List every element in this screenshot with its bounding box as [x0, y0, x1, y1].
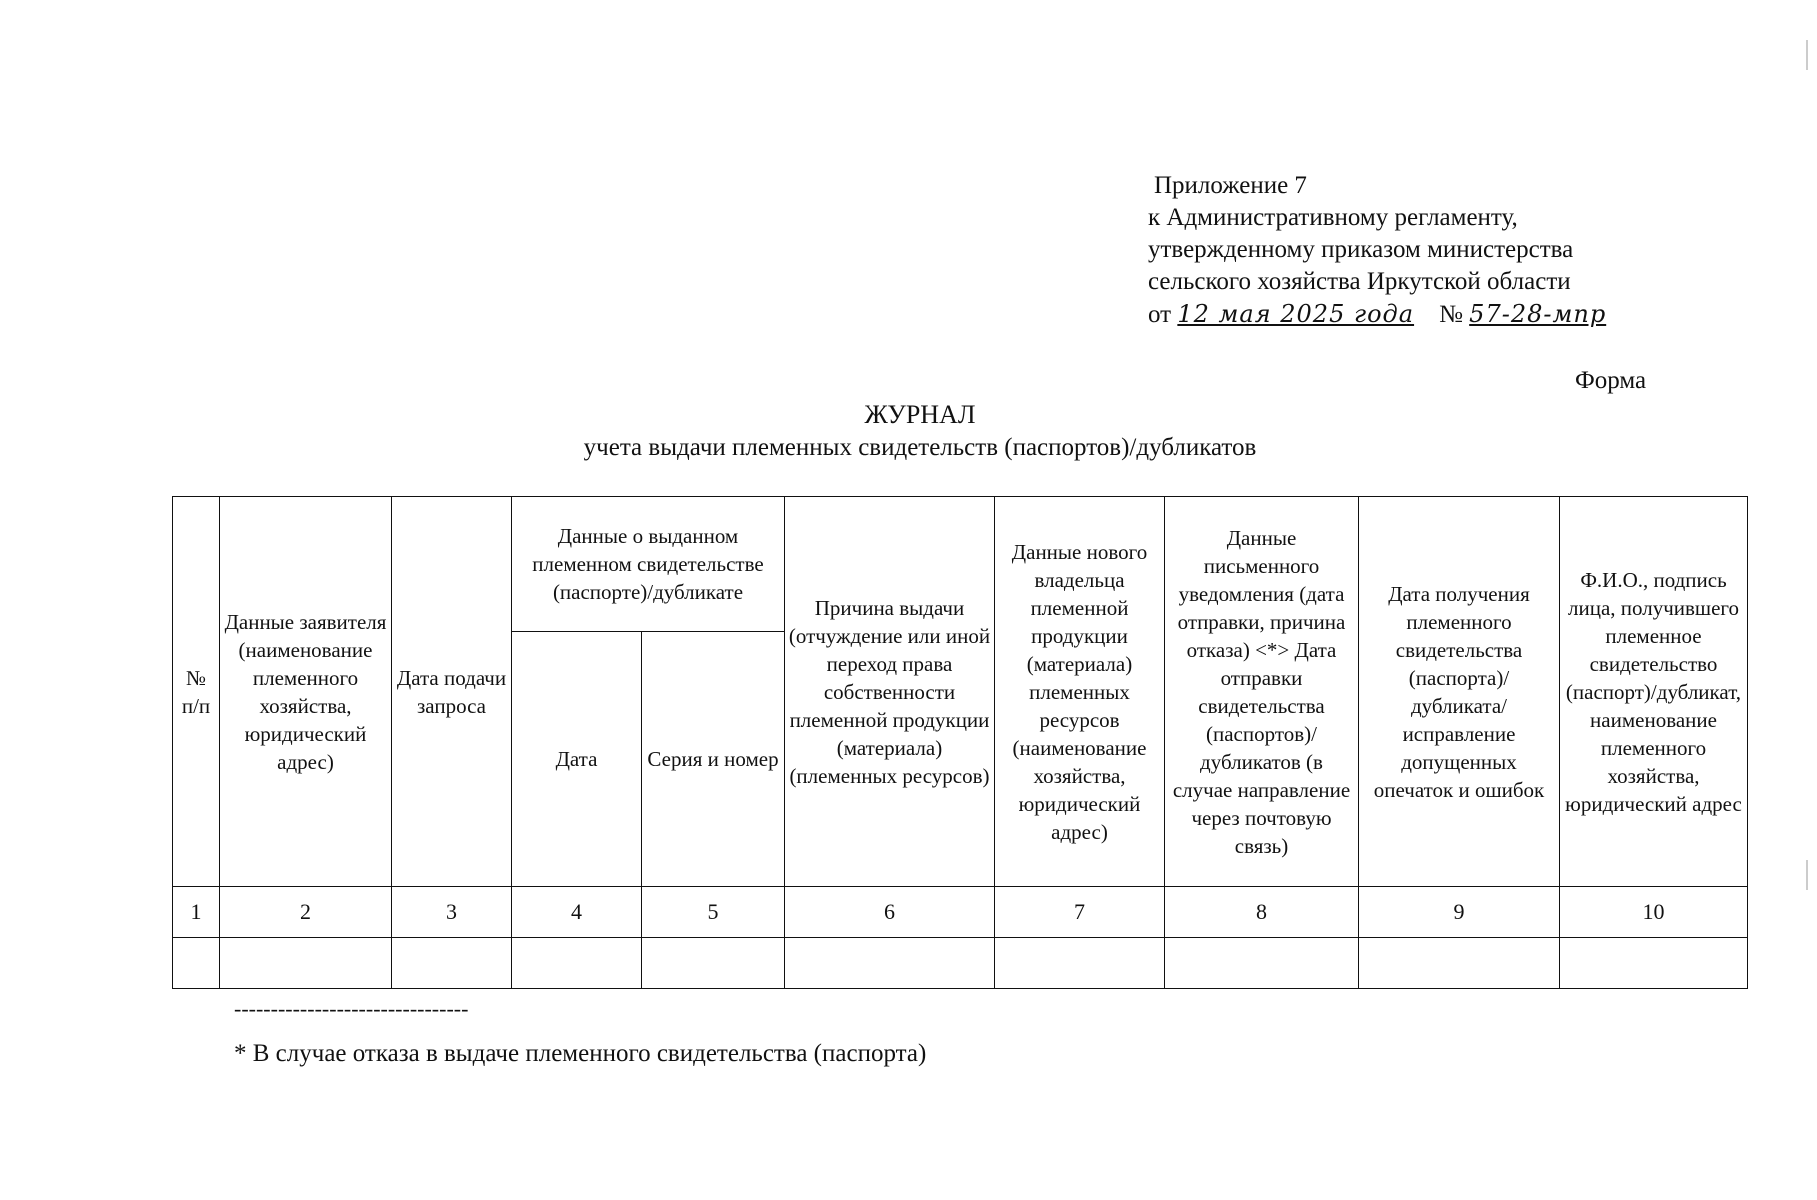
- document-subtitle: учета выдачи племенных свидетельств (паспортов)/дубликатов: [583, 434, 1257, 461]
- empty-cell: [785, 938, 995, 989]
- header-group-4-5: Данные о выданном племенном свидетельстве (паспорте)/дубликате: [512, 497, 785, 632]
- appendix-order-line: [1148, 298, 1606, 331]
- column-number-2: 2: [220, 887, 392, 938]
- appendix-line-3: утвержденному приказом министерства: [1148, 236, 1574, 263]
- form-label: Форма: [1575, 367, 1647, 394]
- column-number-7: 7: [995, 887, 1165, 938]
- column-number-10: 10: [1560, 887, 1748, 938]
- column-number-6: 6: [785, 887, 995, 938]
- scan-edge-mark: [1806, 860, 1808, 890]
- column-number-row: [173, 887, 1748, 938]
- empty-cell: [512, 938, 642, 989]
- handwritten-number: 57-28-мпр: [1469, 300, 1607, 328]
- column-number-3: 3: [392, 887, 512, 938]
- header-col-8: Данные письменного уведомления (дата отправки, причина отказа) <*> Дата отправки свидетельства (паспортов)/дубликатов (в случае направление через почтовую связь): [1165, 497, 1359, 887]
- empty-cell: [173, 938, 220, 989]
- appendix-block: [1148, 170, 1606, 331]
- header-col-3: Дата подачи запроса: [392, 497, 512, 887]
- appendix-line-1: Приложение 7: [1154, 172, 1307, 199]
- header-col-10: Ф.И.О., подпись лица, получившего племенное свидетельство (паспорт)/дубликат, наименование племенного хозяйства, юридический адрес: [1560, 497, 1748, 887]
- empty-cell: [1165, 938, 1359, 989]
- header-col-6: Причина выдачи (отчуждение или иной переход права собственности племенной продукции (материала) (племенных ресурсов): [785, 497, 995, 887]
- handwritten-date: 12 мая 2025 года: [1177, 300, 1415, 328]
- empty-entry-row: [173, 938, 1748, 989]
- empty-cell: [995, 938, 1165, 989]
- appendix-line-2: к Административному регламенту,: [1148, 204, 1518, 231]
- header-col-5: Серия и номер: [642, 632, 785, 887]
- journal-table: [172, 496, 1748, 989]
- empty-cell: [1560, 938, 1748, 989]
- footnote-divider: --------------------------------: [234, 996, 469, 1021]
- appendix-line-4: сельского хозяйства Иркутской области: [1148, 268, 1571, 295]
- header-col-7: Данные нового владельца племенной продукции (материала) племенных ресурсов (наименование хозяйства, юридический адрес): [995, 497, 1165, 887]
- column-number-9: 9: [1359, 887, 1560, 938]
- scan-edge-mark: [1806, 40, 1808, 70]
- header-col-9: Дата получения племенного свидетельства (паспорта)/дубликата/исправление допущенных опечаток и ошибок: [1359, 497, 1560, 887]
- empty-cell: [1359, 938, 1560, 989]
- column-number-8: 8: [1165, 887, 1359, 938]
- document-title: ЖУРНАЛ: [864, 400, 976, 429]
- column-number-5: 5: [642, 887, 785, 938]
- header-col-2: Данные заявителя (наименование племенного хозяйства, юридический адрес): [220, 497, 392, 887]
- number-label: №: [1439, 301, 1463, 328]
- header-col-1: № п/п: [173, 497, 220, 887]
- empty-cell: [392, 938, 512, 989]
- footnote-text: * В случае отказа в выдаче племенного свидетельства (паспорта): [234, 1040, 927, 1067]
- header-col-4: Дата: [512, 632, 642, 887]
- from-label: от: [1148, 301, 1172, 328]
- empty-cell: [220, 938, 392, 989]
- empty-cell: [642, 938, 785, 989]
- header-row-1: [173, 497, 1748, 632]
- column-number-4: 4: [512, 887, 642, 938]
- column-number-1: 1: [173, 887, 220, 938]
